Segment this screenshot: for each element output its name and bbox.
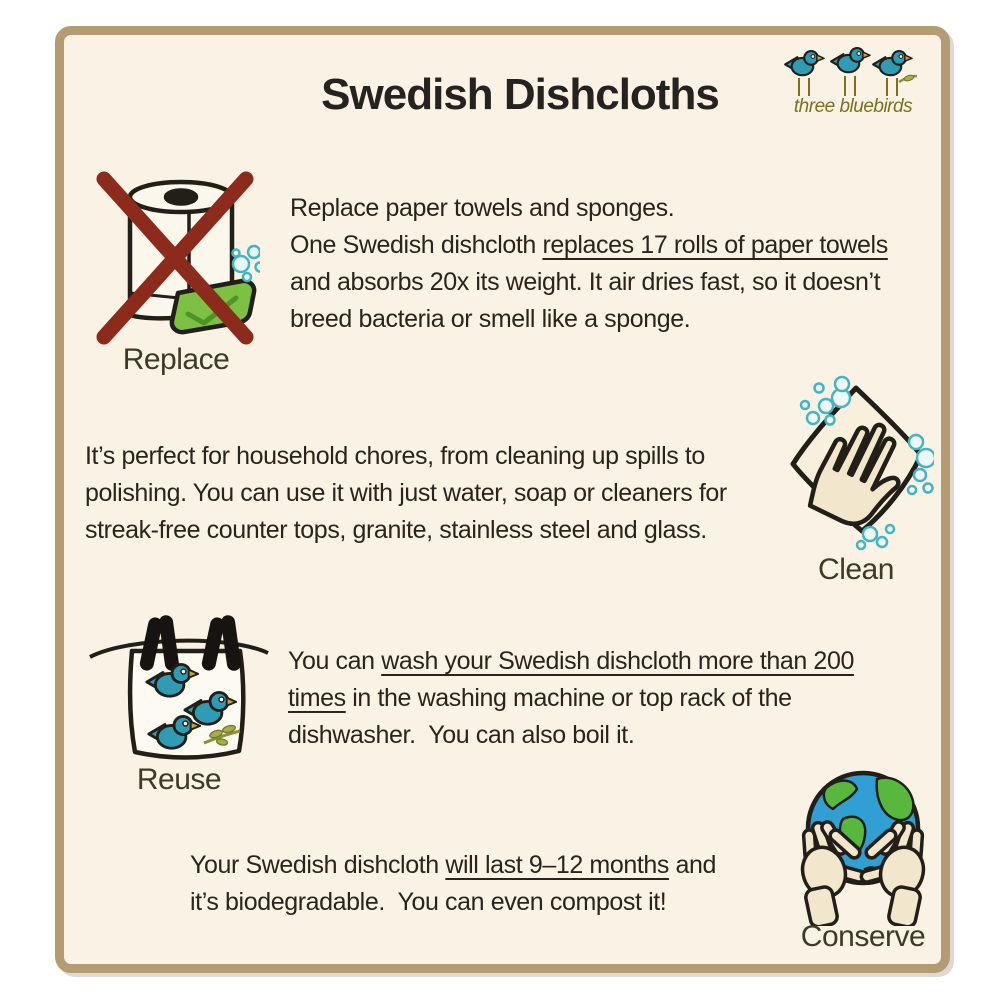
reuse-label: Reuse (136, 763, 222, 796)
brand-logo (783, 42, 923, 118)
three-bluebirds-icon (783, 42, 923, 98)
clean-label: Clean (818, 553, 894, 586)
page-title: Swedish Dishcloths (321, 70, 719, 119)
replace-icon (92, 165, 260, 347)
bubbles (233, 246, 261, 281)
brand-name: three bluebirds (793, 96, 913, 117)
conserve-text: Your Swedish dishcloth will last 9–12 months and it’s biodegradable. You can even compost it! (190, 851, 717, 916)
conserve-label: Conserve (800, 920, 926, 953)
reuse-icon (88, 593, 270, 765)
clean-text: It’s perfect for household chores, from cleaning up spills to polishing. You can use it with just water, soap or cleaners for streak-free counter tops, granite, stainless steel and glass. (85, 442, 727, 544)
clean-icon (778, 372, 934, 558)
replace-label: Replace (122, 343, 230, 376)
conserve-icon (780, 756, 946, 926)
reuse-text: You can wash your Swedish dishcloth more than 200 times in the washing machine or top rack of the dishwasher. You can also boil it. (288, 647, 854, 749)
replace-text: Replace paper towels and sponges. One Swedish dishcloth replaces 17 rolls of paper towels and absorbs 20x its weight. It air dries fast, so it doesn’t breed bacteria or smell like a sponge. (290, 194, 888, 333)
